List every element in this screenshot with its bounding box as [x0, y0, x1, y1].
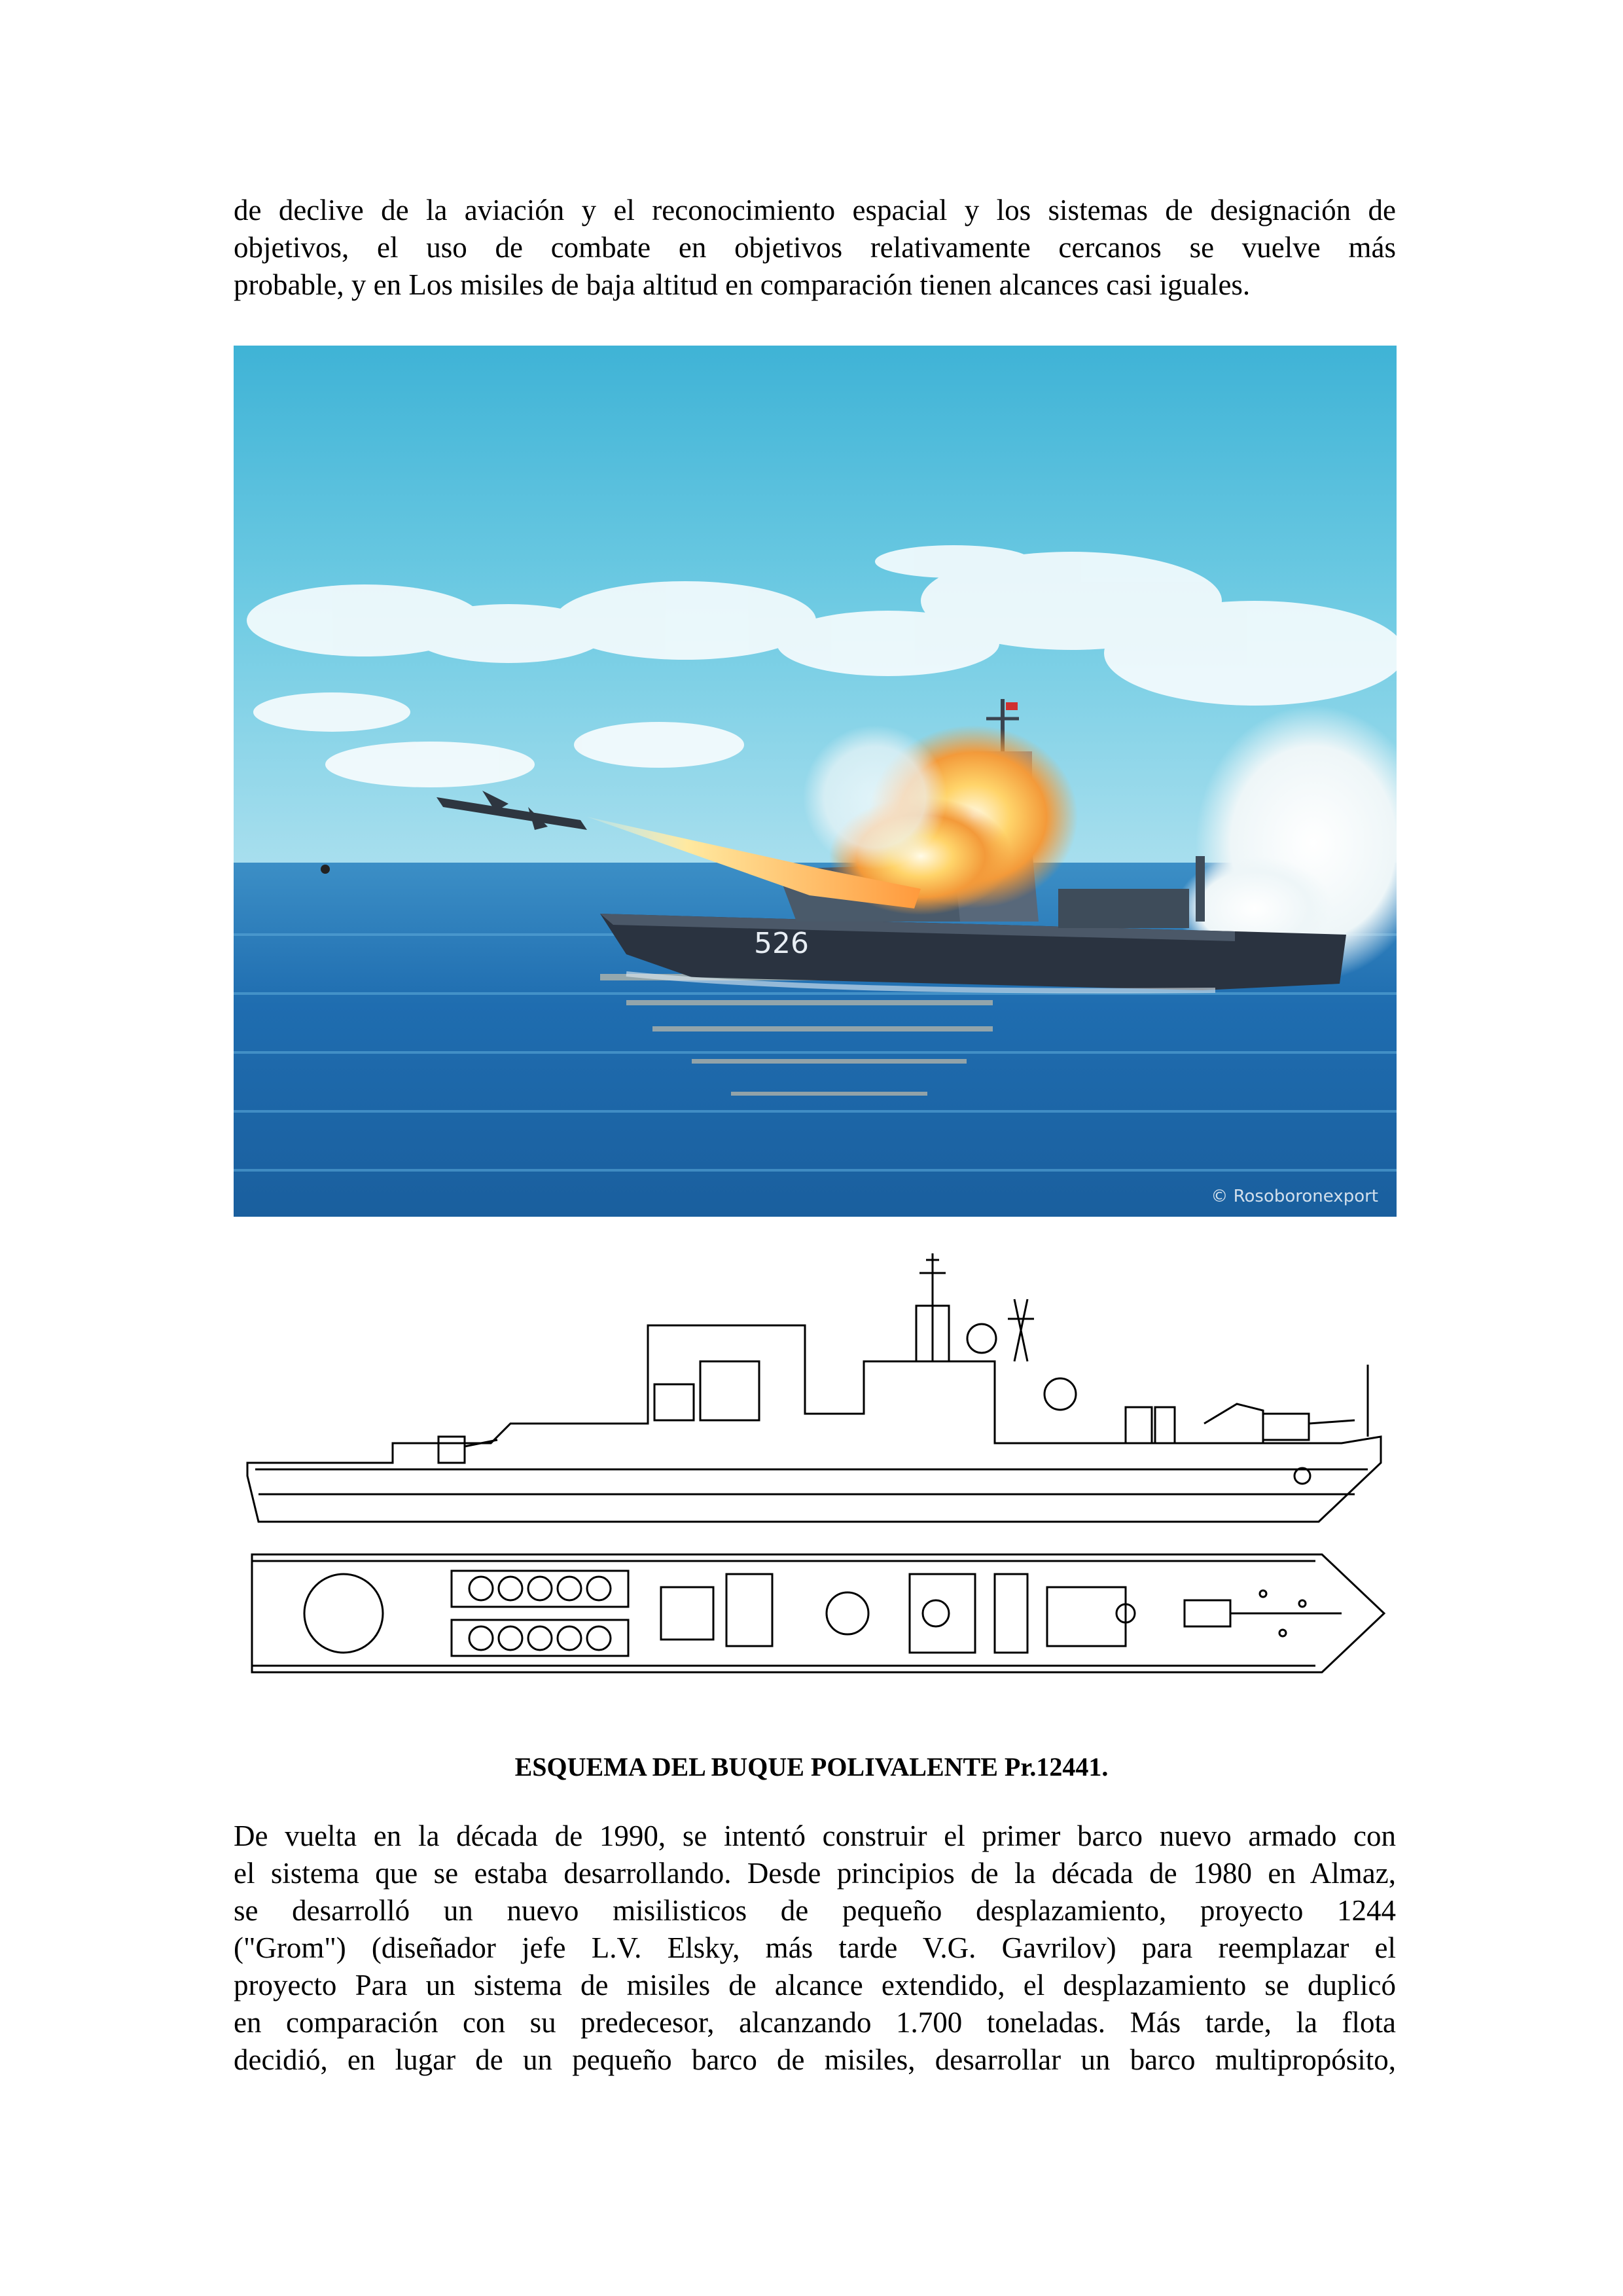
text-line: objetivos, el uso de combate en objetivos relativamente cercanos se vuelve más — [234, 231, 1396, 264]
text-line: el sistema que se estaba desarrollando. Desde principios de la década de 1980 en Almaz, — [234, 1857, 1396, 1890]
paragraph-body — [234, 1818, 1396, 2079]
text-line: de declive de la aviación y el reconocimiento espacial y los sistemas de designación de — [234, 194, 1396, 226]
ship-schematic-drawing — [242, 1247, 1394, 1744]
missile-launch-photo — [234, 346, 1397, 1217]
hull-number: 526 — [754, 927, 809, 960]
text-line: De vuelta en la década de 1990, se intentó construir el primer barco nuevo armado con — [234, 1820, 1396, 1852]
text-line: en comparación con su predecesor, alcanzando 1.700 toneladas. Más tarde, la flota — [234, 2006, 1396, 2039]
text-line: decidió, en lugar de un pequeño barco de misiles, desarrollar un barco multipropósito, — [234, 2043, 1396, 2076]
figure-caption: ESQUEMA DEL BUQUE POLIVALENTE Pr.12441. — [514, 1752, 1109, 1782]
text-line: ("Grom") (diseñador jefe L.V. Elsky, más tarde V.G. Gavrilov) para reemplazar el — [234, 1931, 1396, 1964]
text-line: se desarrolló un nuevo misilisticos de pequeño desplazamiento, proyecto 1244 — [234, 1894, 1396, 1927]
text-line: probable, y en Los misiles de baja altitud en comparación tienen alcances casi iguales. — [234, 268, 1251, 301]
photo-watermark: © Rosoboronexport — [1211, 1187, 1378, 1206]
text-line: proyecto Para un sistema de misiles de alcance extendido, el desplazamiento se duplicó — [234, 1969, 1396, 2001]
paragraph-intro — [234, 192, 1396, 304]
